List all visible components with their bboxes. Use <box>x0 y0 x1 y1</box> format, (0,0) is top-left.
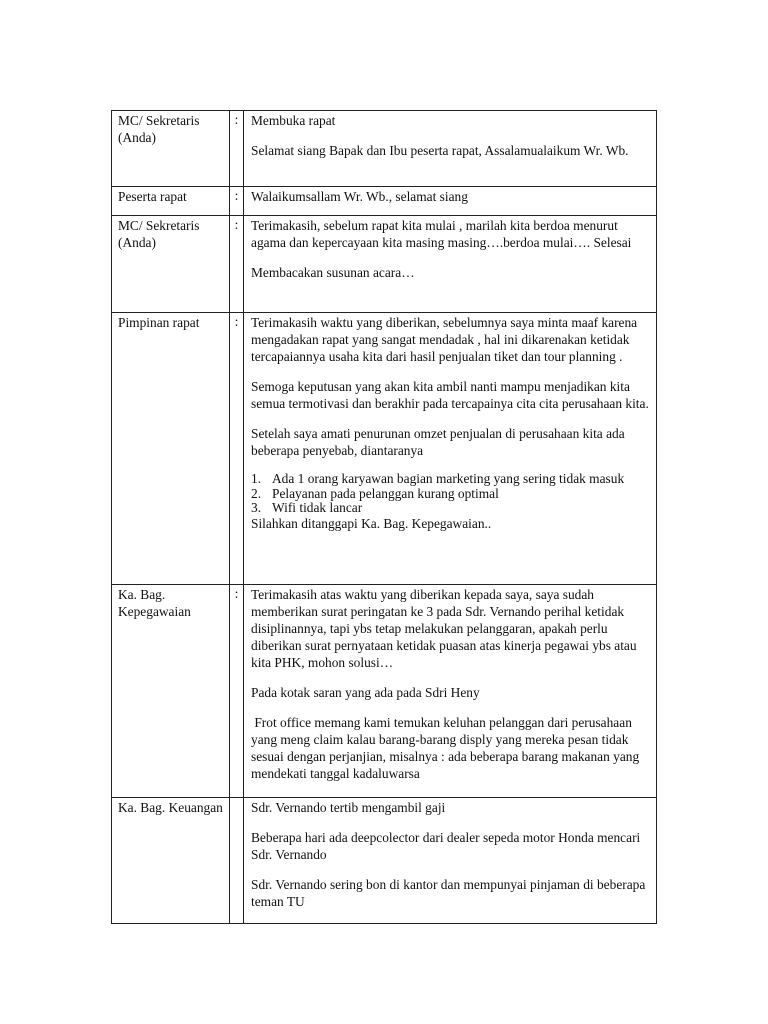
dialogue-paragraph: Pada kotak saran yang ada pada Sdri Heny <box>251 685 480 700</box>
dialogue-paragraph: Semoga keputusan yang akan kita ambil nanti mampu menjadikan kita semua termotivasi dan berakhir pada tercapainya cita cita perusahaan kita. <box>251 379 649 411</box>
table-row <box>112 187 657 216</box>
dialogue-paragraph: Terimakasih waktu yang diberikan, sebelumnya saya minta maaf karena mengadakan rapat yang sangat mendadak , hal ini dikarenakan ketidak tercapaiannya usaha kita dari hasil penjualan tiket dan tour planning . <box>251 315 638 364</box>
table-row <box>112 585 657 798</box>
list-item <box>251 501 650 516</box>
dialogue-cell <box>244 798 657 924</box>
list-item-text: Ada 1 orang karyawan bagian marketing yang sering tidak masuk <box>272 471 625 486</box>
list-item-number: 1. <box>251 471 262 486</box>
speaker-cell: MC/ Sekretaris (Anda) <box>112 216 230 313</box>
dialogue-paragraph: Membuka rapat <box>251 113 336 128</box>
issue-list <box>251 472 650 516</box>
dialogue-cell <box>244 187 657 216</box>
colon-cell: : <box>230 111 244 187</box>
list-item <box>251 472 650 487</box>
dialogue-cell <box>244 111 657 187</box>
list-item-text: Pelayanan pada pelanggan kurang optimal <box>272 485 499 501</box>
list-item-text: Wifi tidak lancar <box>272 500 363 515</box>
dialogue-cell <box>244 313 657 585</box>
list-item-number: 2. <box>251 485 262 501</box>
dialogue-paragraph: Walaikumsallam Wr. Wb., selamat siang <box>251 189 468 204</box>
colon-cell <box>230 798 244 924</box>
dialogue-paragraph: Selamat siang Bapak dan Ibu peserta rapat, Assalamualaikum Wr. Wb. <box>251 143 629 158</box>
dialogue-cell <box>244 216 657 313</box>
colon-cell: : <box>230 216 244 313</box>
dialogue-paragraph: Terimakasih atas waktu yang diberikan kepada saya, saya sudah memberikan surat peringatan ke 3 pada Sdr. Vernando perihal ketidak disiplinannya, tapi ybs tetap melakukan pelanggaran, apakah perlu diberikan surat pernyataan ketidak puasan atas kinerja pegawai ybs atau kita PHK, mohon solusi… <box>251 587 637 670</box>
closing-line: Silahkan ditanggapi Ka. Bag. Kepegawaian.. <box>251 515 492 531</box>
speaker-cell: MC/ Sekretaris (Anda) <box>112 111 230 187</box>
table-row <box>112 798 657 924</box>
speaker-cell: Ka. Bag. Keuangan <box>112 798 230 924</box>
colon-cell: : <box>230 313 244 585</box>
meeting-script-table <box>111 110 657 924</box>
colon-cell: : <box>230 585 244 798</box>
list-item <box>251 487 650 502</box>
dialogue-paragraph: Frot office memang kami temukan keluhan pelanggan dari perusahaan yang meng claim kalau barang-barang disply yang mereka pesan tidak sesuai dengan perjanjian, misalnya : ada beberapa barang makanan yang mendekati tanggal kadaluwarsa <box>251 715 643 781</box>
dialogue-paragraph: Sdr. Vernando tertib mengambil gaji <box>251 800 446 815</box>
speaker-cell: Ka. Bag. Kepegawaian <box>112 585 230 798</box>
table-row <box>112 313 657 585</box>
dialogue-paragraph: Membacakan susunan acara… <box>251 265 415 280</box>
dialogue-paragraph: Beberapa hari ada deepcolector dari dealer sepeda motor Honda mencari Sdr. Vernando <box>251 830 641 862</box>
dialogue-cell <box>244 585 657 798</box>
dialogue-paragraph: Terimakasih, sebelum rapat kita mulai , marilah kita berdoa menurut agama dan kepercayaan kita masing masing….berdoa mulai…. Selesai <box>251 218 632 250</box>
table-row <box>112 216 657 313</box>
list-item-number: 3. <box>251 500 262 515</box>
speaker-cell: Peserta rapat <box>112 187 230 216</box>
dialogue-paragraph: Setelah saya amati penurunan omzet penjualan di perusahaan kita ada beberapa penyebab, diantaranya <box>251 426 625 458</box>
table-row <box>112 111 657 187</box>
dialogue-paragraph: Sdr. Vernando sering bon di kantor dan mempunyai pinjaman di beberapa teman TU <box>251 877 646 909</box>
colon-cell: : <box>230 187 244 216</box>
speaker-cell: Pimpinan rapat <box>112 313 230 585</box>
